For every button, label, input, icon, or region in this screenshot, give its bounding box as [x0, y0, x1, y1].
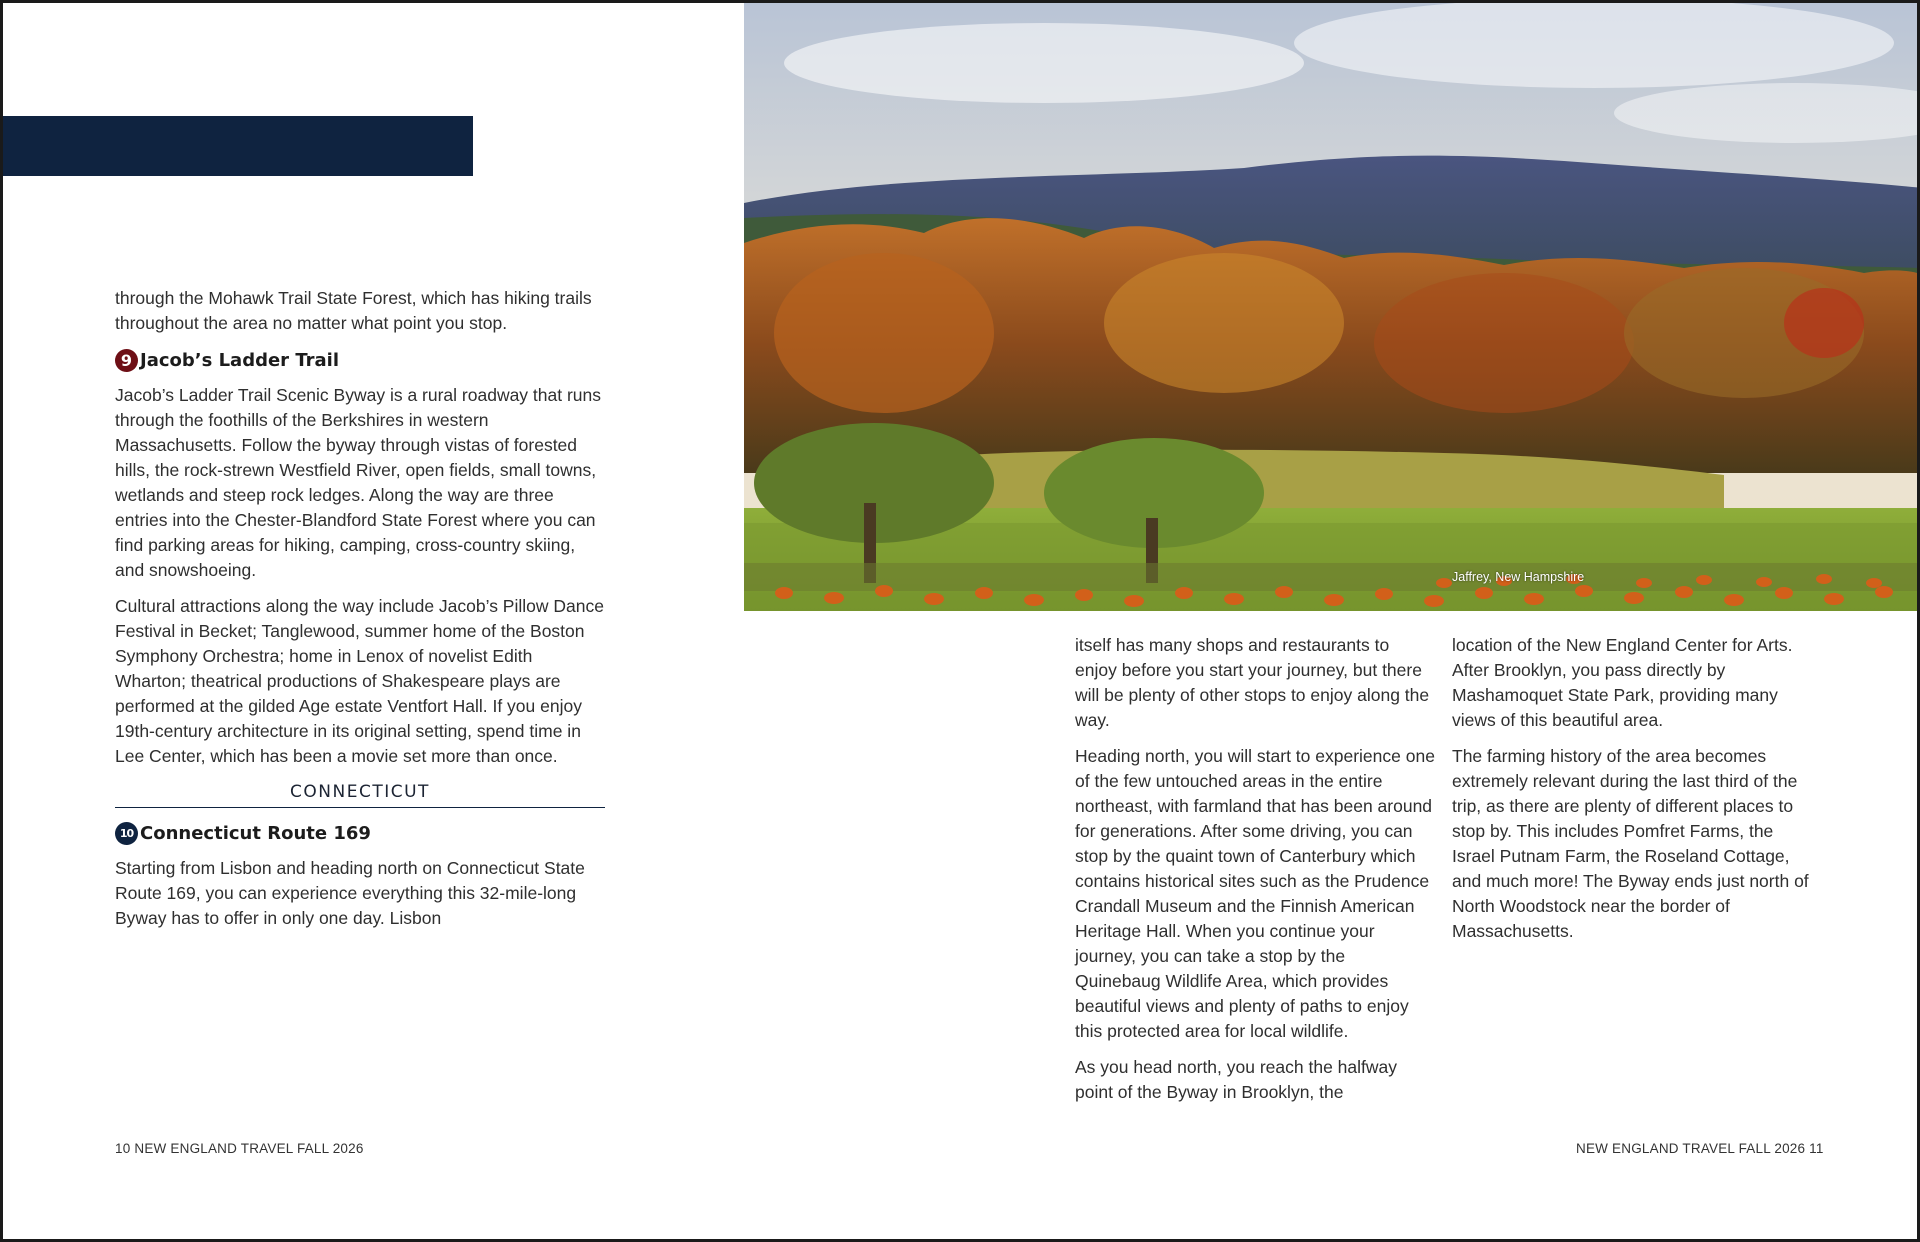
left-page-column: [115, 286, 605, 942]
body-paragraph: Cultural attractions along the way include Jacob’s Pillow Dance Festival in Becket; Tanglewood, summer home of the Boston Symphony Orchestra; home in Lenox of novelist Edith Wharton; theatrical productions of Shakespeare plays are performed at the gilded Age estate Ventfort Hall. If you enjoy 19th-century architecture in its original setting, spend time in Lee Center, which has been a movie set more than once.: [115, 596, 604, 766]
body-paragraph: Heading north, you will start to experience one of the few untouched areas in the entire northeast, with farmland that has been around for generations. After some driving, you can stop by the quaint town of Canterbury which contains historical sites such as the Prudence Crandall Museum and the Finnish American Heritage Hall. When you continue your journey, you can take a stop by the Quinebaug Wildlife Area, which provides beautiful views and plenty of paths to enjoy this protected area for local wildlife.: [1075, 746, 1435, 1041]
body-paragraph: Starting from Lisbon and heading north on Connecticut State Route 169, you can experience everything this 32-mile-long Byway has to offer in only one day. Lisbon: [115, 858, 585, 928]
autumn-farm-landscape-image: [744, 3, 1920, 611]
header-color-bar: [3, 116, 473, 176]
right-page-right-column: [1452, 633, 1812, 955]
intro-paragraph: through the Mohawk Trail State Forest, which has hiking trails throughout the area no matter what point you stop.: [115, 288, 592, 333]
entry-heading-ct-route-169: [115, 820, 605, 846]
landscape-photo: [744, 3, 1920, 611]
entry-number-badge: 10: [115, 822, 138, 845]
body-paragraph: Jacob’s Ladder Trail Scenic Byway is a rural roadway that runs through the foothills of the Berkshires in western Massachusetts. Follow the byway through vistas of forested hills, the rock-strewn Westfield River, open fields, small towns, wetlands and steep rock ledges. Along the way are three entries into the Chester-Blandford State Forest where you can find parking areas for hiking, camping, cross-country skiing, and snowshoeing.: [115, 385, 602, 580]
body-paragraph: The farming history of the area becomes extremely relevant during the last third of the trip, as there are plenty of different places to stop by. This includes Pomfret Farms, the Israel Putnam Farm, the Roseland Cottage, and much more! The Byway ends just north of North Woodstock near the border of Massachusetts.: [1452, 746, 1809, 941]
entry-heading-jacobs-ladder: [115, 347, 605, 373]
entry-title: Jacob’s Ladder Trail: [140, 349, 339, 371]
entry-number-badge: 9: [115, 349, 138, 372]
body-paragraph: itself has many shops and restaurants to enjoy before you start your journey, but there will be plenty of other stops to enjoy along the way.: [1075, 635, 1430, 730]
body-paragraph: location of the New England Center for Arts. After Brooklyn, you pass directly by Mashamoquet State Park, providing many views of this beautiful area.: [1452, 635, 1793, 730]
body-paragraph: As you head north, you reach the halfway point of the Byway in Brooklyn, the: [1075, 1057, 1398, 1102]
right-page-middle-column: [1075, 633, 1435, 1116]
photo-caption: Jaffrey, New Hampshire: [1452, 570, 1585, 584]
entry-title: Connecticut Route 169: [140, 822, 371, 844]
section-title-connecticut: CONNECTICUT: [115, 780, 605, 808]
folio-right: NEW ENGLAND TRAVEL FALL 2026 11: [1576, 1141, 1824, 1156]
folio-left: 10 NEW ENGLAND TRAVEL FALL 2026: [115, 1141, 364, 1156]
